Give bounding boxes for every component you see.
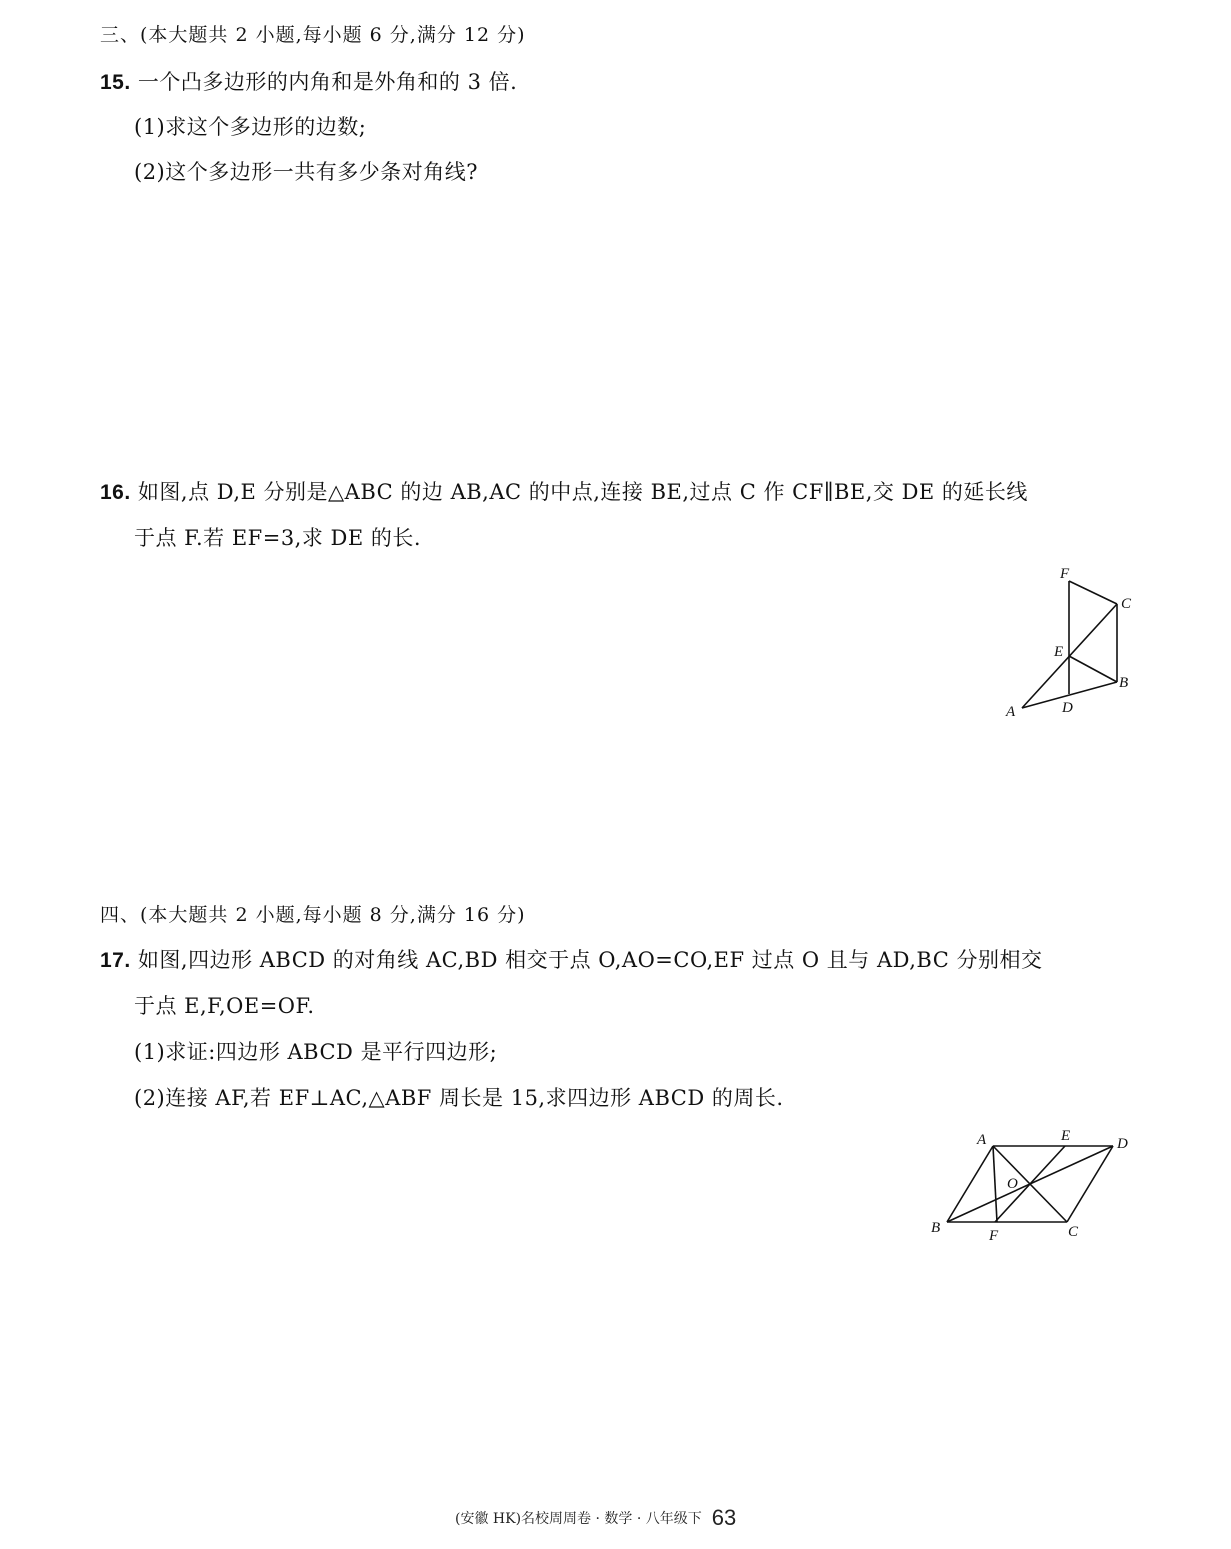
label-c: C <box>1068 1224 1079 1240</box>
question-17-part-2: (2)连接 AF,若 EF⊥AC,△ABF 周长是 15,求四边形 ABCD 的周长. <box>134 1086 784 1110</box>
segment-eb <box>1069 656 1117 682</box>
question-17-text-line-1: 如图,四边形 ABCD 的对角线 AC,BD 相交于点 O,AO=CO,EF 过点 O 且与 AD,BC 分别相交 <box>137 948 1043 972</box>
question-17-text-line-2: 于点 E,F,OE=OF. <box>134 994 315 1018</box>
label-d: D <box>1062 700 1073 716</box>
section-4-header: 四、(本大题共 2 小题,每小题 8 分,满分 16 分) <box>100 904 526 926</box>
section-3-header: 三、(本大题共 2 小题,每小题 6 分,满分 12 分) <box>100 24 526 46</box>
question-16-figure <box>1000 560 1150 725</box>
question-17 <box>100 944 1042 974</box>
segment-af <box>993 1146 997 1222</box>
label-f: F <box>1060 566 1070 582</box>
question-15-text: 一个凸多边形的内角和是外角和的 3 倍. <box>137 70 518 94</box>
question-16-text-line-1: 如图,点 D,E 分别是△ABC 的边 AB,AC 的中点,连接 BE,过点 C 作 CF∥BE,交 DE 的延长线 <box>137 480 1028 504</box>
question-17-number: 17. <box>100 949 131 972</box>
page-footer <box>455 1505 736 1531</box>
question-16-number: 16. <box>100 481 131 504</box>
label-o: O <box>1007 1176 1018 1192</box>
label-f: F <box>989 1228 999 1244</box>
question-17-figure <box>925 1120 1145 1245</box>
segment-ef <box>995 1146 1065 1222</box>
page-number: 63 <box>711 1505 737 1530</box>
question-16 <box>100 476 1028 506</box>
label-e: E <box>1054 644 1064 660</box>
label-d: D <box>1117 1136 1128 1152</box>
question-16-text-line-2: 于点 F.若 EF=3,求 DE 的长. <box>134 526 422 550</box>
label-c: C <box>1121 596 1132 612</box>
segment-fc <box>1069 581 1117 604</box>
label-b: B <box>931 1220 941 1236</box>
question-15 <box>100 66 517 96</box>
question-15-part-1: (1)求这个多边形的边数; <box>134 115 367 139</box>
label-a: A <box>977 1132 987 1148</box>
question-17-part-1: (1)求证:四边形 ABCD 是平行四边形; <box>134 1040 498 1064</box>
question-15-number: 15. <box>100 71 131 94</box>
label-a: A <box>1006 704 1016 720</box>
footer-text: (安徽 HK)名校周周卷 · 数学 · 八年级下 <box>455 1511 702 1527</box>
question-15-part-2: (2)这个多边形一共有多少条对角线? <box>134 160 479 184</box>
label-b: B <box>1119 675 1129 691</box>
label-e: E <box>1061 1128 1071 1144</box>
